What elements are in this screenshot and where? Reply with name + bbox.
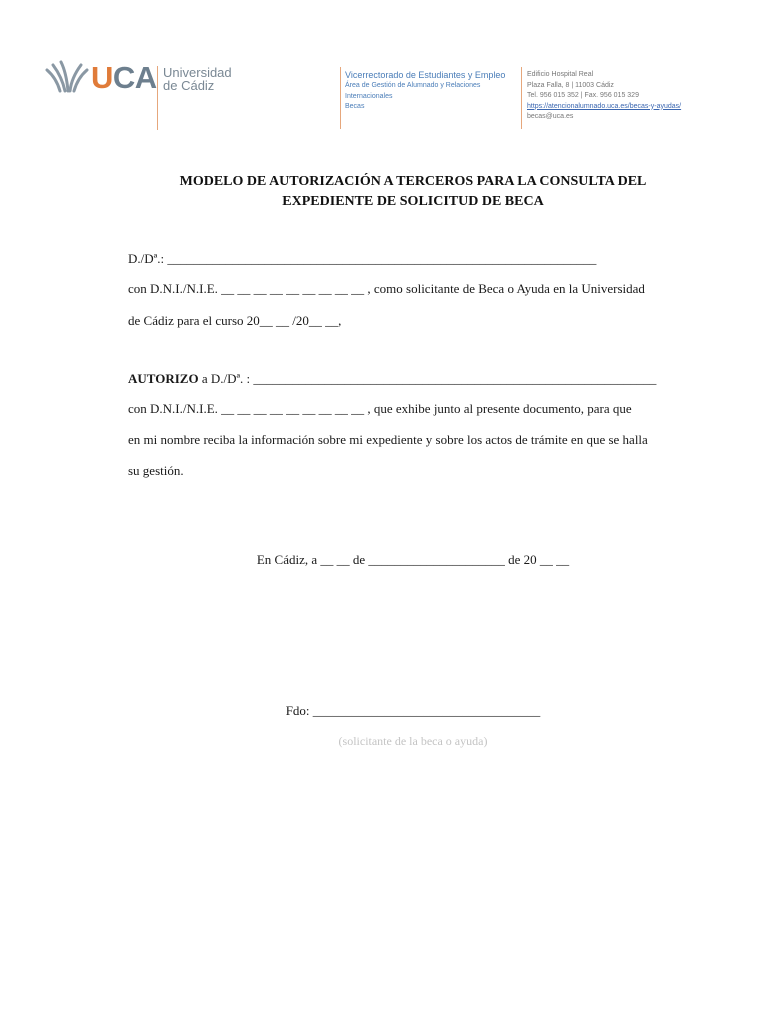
becas-link[interactable]: https://atencionalumnado.uca.es/becas-y-ayudas/ (527, 102, 682, 110)
signature-caption: (solicitante de la beca o ayuda) (338, 734, 488, 748)
department-block (345, 69, 505, 113)
department-line4: Becas (345, 103, 365, 110)
university-name (163, 66, 232, 92)
email-address: becas@uca.es (527, 113, 574, 120)
uca-logo-mark-icon (44, 58, 90, 94)
information-line: en mi nombre reciba la información sobre mi expediente y sobre los actos de trámite en que se halla (128, 432, 648, 447)
authorize-line (128, 371, 698, 387)
document-title (100, 172, 726, 212)
uca-logo-text (91, 60, 157, 96)
university-name-line2: de Cádiz (163, 78, 215, 93)
applicant-name-line: D./Dª.: __________________________________________________________________ (128, 251, 597, 266)
document-title-line2: EXPEDIENTE DE SOLICITUD DE BECA (282, 194, 544, 209)
university-name-line1: Universidad (163, 65, 232, 80)
course-line: de Cádiz para el curso 20__ __ /20__ __, (128, 313, 342, 328)
address-line1: Edificio Hospital Real (527, 71, 594, 78)
logo-divider (157, 66, 158, 130)
authorize-name: a D./Dª. : ______________________________________________________________ (198, 371, 657, 386)
address-line3: Tel. 956 015 352 | Fax. 956 015 329 (527, 92, 639, 99)
third-party-dni-line: con D.N.I./N.I.E. __ __ __ __ __ __ __ __ __ , que exhibe junto al presente documento, para que (128, 401, 632, 416)
place-date-line: En Cádiz, a __ __ de _____________________ de 20 __ __ (256, 552, 570, 567)
department-line3: Internacionales (345, 92, 393, 100)
authorize-keyword: AUTORIZO (128, 371, 199, 386)
document-title-line1: MODELO DE AUTORIZACIÓN A TERCEROS PARA LA CONSULTA DEL (179, 174, 647, 189)
header-divider-right (521, 67, 522, 129)
logo-ca: CA (112, 60, 157, 95)
signature-line: Fdo: ___________________________________ (285, 703, 541, 718)
header-divider-left (340, 67, 341, 129)
applicant-dni-line: con D.N.I./N.I.E. __ __ __ __ __ __ __ __ __ , como solicitante de Beca o Ayuda en la Universidad (128, 281, 645, 296)
department-line1: Vicerrectorado de Estudiantes y Empleo (345, 70, 506, 80)
address-block (527, 70, 681, 123)
gestion-line: su gestión. (128, 463, 184, 478)
department-line2: Área de Gestión de Alumnado y Relaciones (345, 82, 481, 89)
address-line2: Plaza Falla, 8 | 11003 Cádiz (527, 81, 614, 89)
logo-u: U (91, 60, 113, 95)
